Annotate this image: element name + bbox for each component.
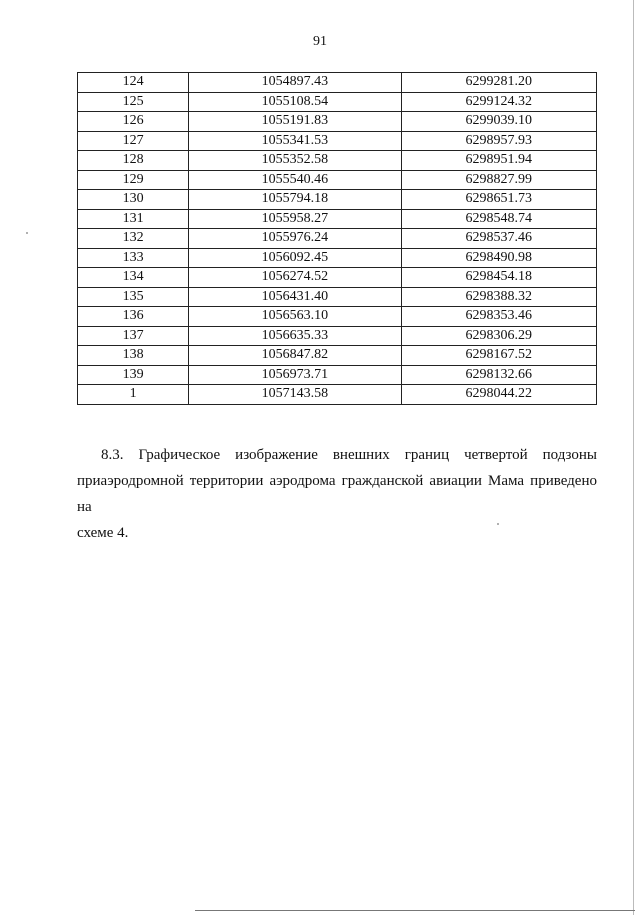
coordinates-table [77, 72, 597, 405]
x-coordinate-cell: 1055191.83 [189, 112, 401, 132]
table-row [78, 151, 597, 171]
paragraph-8-3 [77, 442, 597, 546]
table-row [78, 287, 597, 307]
y-coordinate-cell: 6298548.74 [401, 209, 596, 229]
table-row [78, 326, 597, 346]
y-coordinate-cell: 6299124.32 [401, 92, 596, 112]
table-row [78, 170, 597, 190]
table-row [78, 112, 597, 132]
point-number-cell: 130 [78, 190, 189, 210]
x-coordinate-cell: 1055976.24 [189, 229, 401, 249]
point-number-cell: 132 [78, 229, 189, 249]
y-coordinate-cell: 6298044.22 [401, 385, 596, 405]
x-coordinate-cell: 1056431.40 [189, 287, 401, 307]
y-coordinate-cell: 6298651.73 [401, 190, 596, 210]
x-coordinate-cell: 1055958.27 [189, 209, 401, 229]
scan-speck [497, 523, 499, 525]
table-row [78, 131, 597, 151]
point-number-cell: 126 [78, 112, 189, 132]
x-coordinate-cell: 1056847.82 [189, 346, 401, 366]
page-number: 91 [313, 34, 327, 49]
table-row [78, 307, 597, 327]
y-coordinate-cell: 6298827.99 [401, 170, 596, 190]
point-number-cell: 129 [78, 170, 189, 190]
point-number-cell: 134 [78, 268, 189, 288]
point-number-cell: 124 [78, 73, 189, 93]
y-coordinate-cell: 6298167.52 [401, 346, 596, 366]
paragraph-line-2: приаэродромной территории аэродрома гражданской авиации Мама приведено на [77, 473, 597, 515]
table-row [78, 92, 597, 112]
table-row [78, 385, 597, 405]
point-number-cell: 136 [78, 307, 189, 327]
point-number-cell: 125 [78, 92, 189, 112]
y-coordinate-cell: 6298388.32 [401, 287, 596, 307]
coordinates-table-body [78, 73, 597, 405]
point-number-cell: 127 [78, 131, 189, 151]
scan-edge-line [633, 0, 634, 915]
table-row [78, 190, 597, 210]
x-coordinate-cell: 1055794.18 [189, 190, 401, 210]
y-coordinate-cell: 6298957.93 [401, 131, 596, 151]
y-coordinate-cell: 6299281.20 [401, 73, 596, 93]
paragraph-line-3: схеме 4. [77, 525, 129, 541]
table-row [78, 248, 597, 268]
y-coordinate-cell: 6298537.46 [401, 229, 596, 249]
x-coordinate-cell: 1056092.45 [189, 248, 401, 268]
y-coordinate-cell: 6299039.10 [401, 112, 596, 132]
y-coordinate-cell: 6298306.29 [401, 326, 596, 346]
point-number-cell: 131 [78, 209, 189, 229]
x-coordinate-cell: 1055352.58 [189, 151, 401, 171]
table-row [78, 365, 597, 385]
scan-speck [26, 232, 28, 234]
y-coordinate-cell: 6298353.46 [401, 307, 596, 327]
y-coordinate-cell: 6298951.94 [401, 151, 596, 171]
x-coordinate-cell: 1055108.54 [189, 92, 401, 112]
point-number-cell: 128 [78, 151, 189, 171]
table-row [78, 229, 597, 249]
x-coordinate-cell: 1055540.46 [189, 170, 401, 190]
x-coordinate-cell: 1056973.71 [189, 365, 401, 385]
table-row [78, 268, 597, 288]
x-coordinate-cell: 1057143.58 [189, 385, 401, 405]
table-row [78, 346, 597, 366]
table-row [78, 73, 597, 93]
x-coordinate-cell: 1056563.10 [189, 307, 401, 327]
x-coordinate-cell: 1056274.52 [189, 268, 401, 288]
point-number-cell: 1 [78, 385, 189, 405]
point-number-cell: 139 [78, 365, 189, 385]
point-number-cell: 133 [78, 248, 189, 268]
point-number-cell: 137 [78, 326, 189, 346]
table-row [78, 209, 597, 229]
x-coordinate-cell: 1056635.33 [189, 326, 401, 346]
x-coordinate-cell: 1054897.43 [189, 73, 401, 93]
y-coordinate-cell: 6298454.18 [401, 268, 596, 288]
point-number-cell: 138 [78, 346, 189, 366]
x-coordinate-cell: 1055341.53 [189, 131, 401, 151]
scan-bottom-edge [195, 910, 635, 911]
y-coordinate-cell: 6298490.98 [401, 248, 596, 268]
point-number-cell: 135 [78, 287, 189, 307]
y-coordinate-cell: 6298132.66 [401, 365, 596, 385]
paragraph-line-1: 8.3. Графическое изображение внешних границ четвертой подзоны [101, 447, 597, 463]
